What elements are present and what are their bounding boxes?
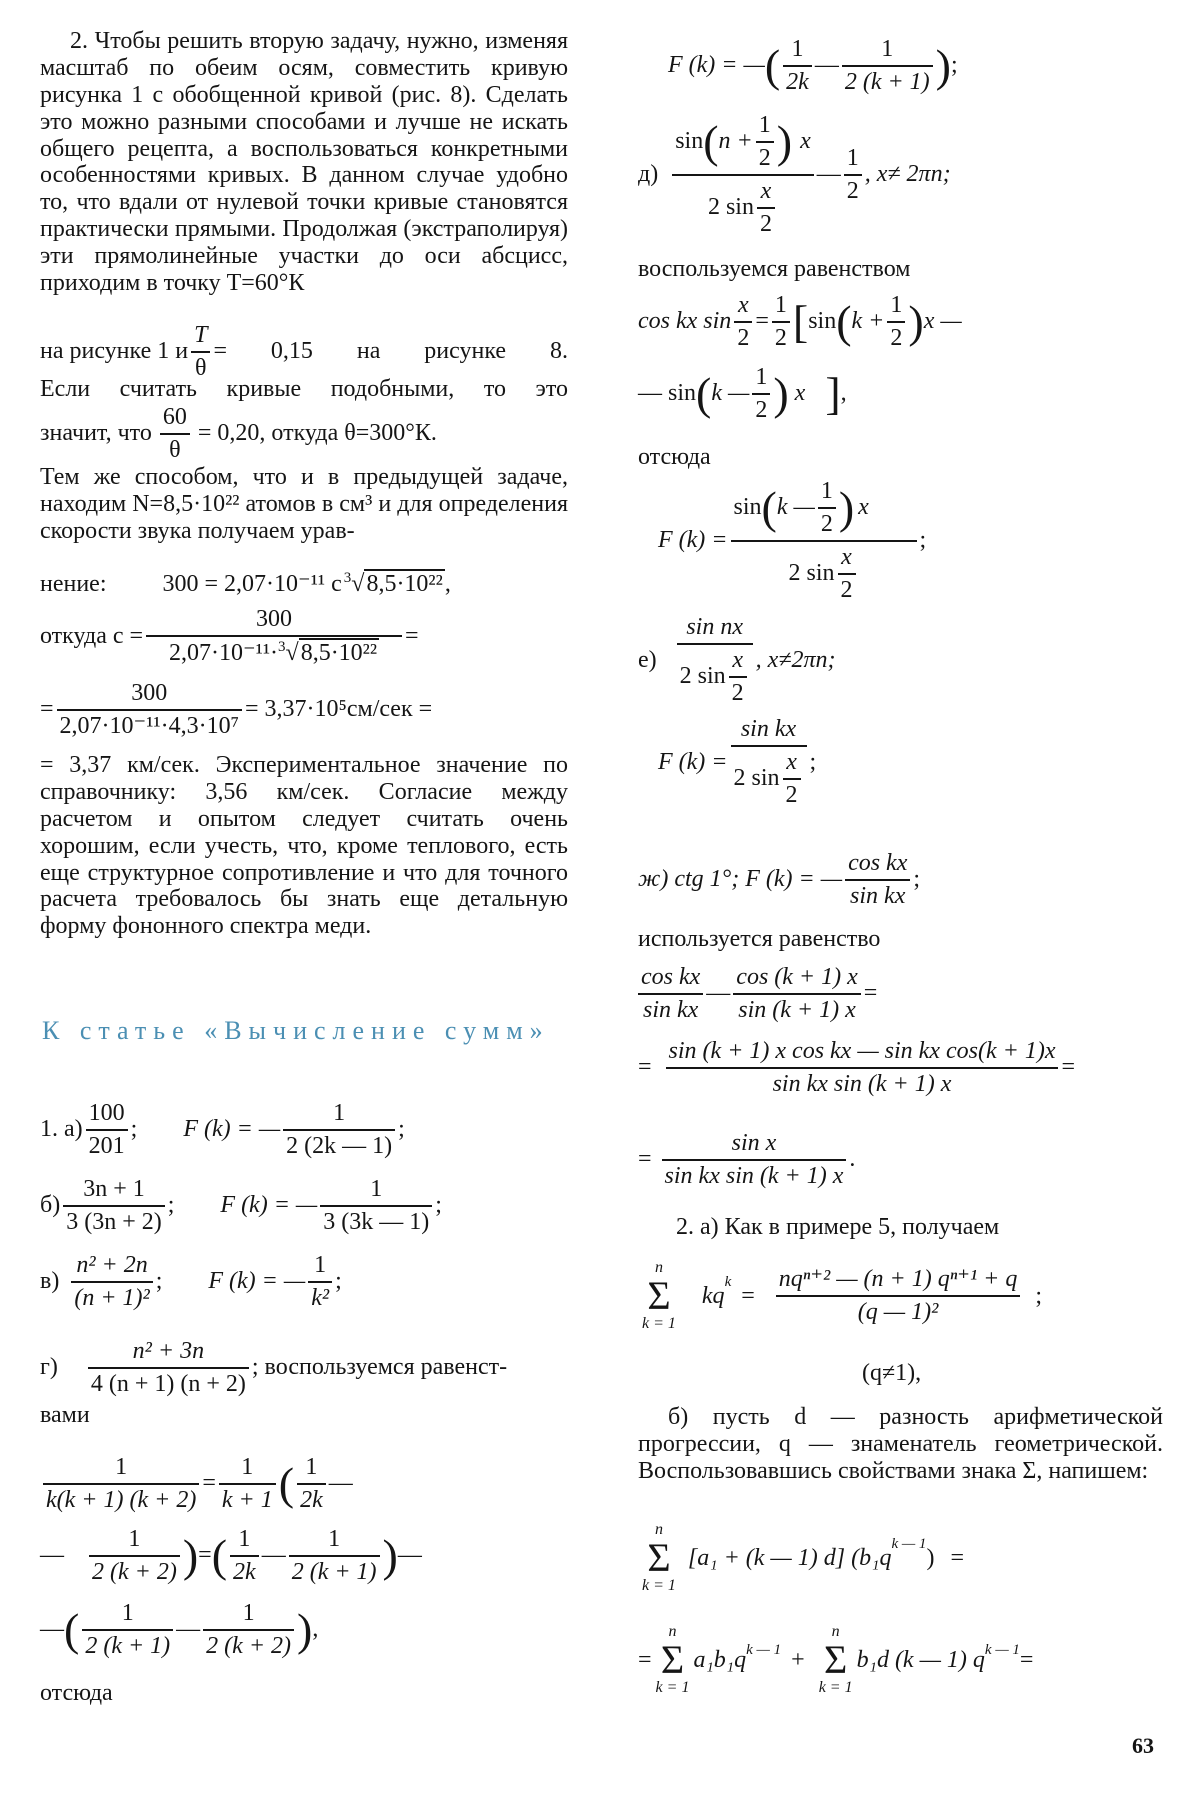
item-2b: б) пусть d — разность арифметической прогрессии, q — знаменатель геометрической. Воспользовавшись свойствами знака Σ, напишем: bbox=[638, 1404, 1163, 1484]
para1-text: 2. Чтобы решить вторую задачу, нужно, изменяя масштаб по обеим осям, совместить кривую рисунка 1 с обобщенной кривой (рис. 8). Сделать это можно разными способами и лучше не искать общего рецепта, а воспользоваться конкретными особенностями кривых. В данном случае удобно то, что вдали от нулевой точки кривые становятся практически прямыми. Продолжая (экстраполируя) эти прямолинейные участки до оси абсцисс, приходим в точку T=60°К bbox=[40, 28, 568, 296]
equation-cos2: — sin ( k — 1 2 ) x ] , bbox=[638, 364, 847, 423]
equation-sum3: = n Σ k = 1 a₁b₁q $^{k — 1}$ + n Σ k = 1 b₁d (k — 1) q $^{k — 1}$ = bbox=[638, 1623, 1034, 1696]
use-equality: воспользуемся равенством bbox=[638, 256, 911, 282]
item-1c: в) n² + 2n (n + 1)² ; F (k) = — 1 k² ; bbox=[40, 1252, 342, 1311]
sigma-sum: n Σ k = 1 bbox=[642, 1259, 676, 1332]
equation-F1: F (k) = — ( 1 2k — 1 2 (k + 1) ) ; bbox=[668, 36, 958, 95]
otsyuda-left: отсюда bbox=[40, 1680, 113, 1706]
fraction-60-theta: $\frac{60}{\theta}$ bbox=[160, 404, 190, 464]
item-e: е) sin nx 2 sin x 2 , x≠2πn; bbox=[638, 614, 836, 706]
otsyuda-right: отсюда bbox=[638, 444, 711, 470]
paragraph-atoms: Тем же способом, что и в предыдущей задаче, находим N=8,5·10²² атомов в см³ и для определения скорости звука получаем урав- bbox=[40, 464, 568, 544]
equation-g3: — ( 1 2 (k + 1) — 1 2 (k + 2) ) , bbox=[40, 1600, 319, 1659]
equation-zh2: cos kx sin kx — $\frac{\cos (k + 1) x}{\sin (k + 1) x}$ = bbox=[638, 964, 877, 1024]
paragraph-experiment: = 3,37 км/сек. Экспериментальное значение по справочнику: 3,56 км/сек. Согласие между расчетом и опытом следует считать очень хорошим, если учесть, что, кроме теплового, есть еще структурное сопротивление и что для точного расчета требовалось бы знать еще детальную форму фононного спектра меди. bbox=[40, 752, 568, 940]
item-1a: 1. а) 100 201 ; F (k) = — 1 2 (2k — 1) ; bbox=[40, 1100, 405, 1159]
equation-g1: $\frac{1}{k(k + 1) (k + 2)}$ = $\frac{1}{k + 1}$ ( 1 2k — bbox=[40, 1454, 353, 1514]
item-1b: б) 3n + 1 3 (3n + 2) ; F (k) = — 1 3 (3k — 1) ; bbox=[40, 1176, 442, 1235]
q-condition: (q≠1), bbox=[862, 1360, 922, 1386]
equation-sound: нение: 300 = 2,07·10⁻¹¹ c $^3$√8,5·10²², bbox=[40, 570, 451, 597]
equation-g2: — 1 2 (k + 2) ) = ( 1 2k — 1 2 (k + 1) ) — bbox=[40, 1526, 422, 1585]
used-equality: используется равенство bbox=[638, 926, 881, 952]
equation-F2: F (k) = sin ( k — 1 2 ) x 2 sin x 2 ; bbox=[658, 478, 927, 603]
equation-c: откуда c = $\frac{300}{2,07\cdot 10^{-11}\cdot^3√8,5\cdot 10^{22}}$ = bbox=[40, 606, 419, 666]
similar-line: Если считать кривые подобными, то это bbox=[40, 376, 568, 402]
item-zh: ж) ctg 1°; F (k) = — cos kx sin kx ; bbox=[638, 850, 921, 909]
equation-c-value: = $\frac{300}{\text{2,07·10⁻¹¹·4,3·10⁷}}$ = 3,37·10⁵см/сек = bbox=[40, 680, 433, 739]
theta-line: значит, что $\frac{60}{\theta}$ = 0,20, откуда θ=300°К. bbox=[40, 404, 437, 463]
equation-sum2: n Σ k = 1 [a₁ + (k — 1) d] (b₁q $^{k — 1}$ ) = bbox=[642, 1521, 964, 1594]
equation-cos1: cos kx sin $\frac{x}{2}$ = $\frac{1}{2}$ [ sin ( k + $\frac{1}{2}$ ) x — bbox=[638, 292, 962, 351]
equation-zh4: = $\frac{\text{sin x}}{\text{sin kx sin (k + 1) x}}$ . bbox=[638, 1130, 856, 1189]
page-number: 63 bbox=[1132, 1733, 1154, 1758]
item-1d: г) n² + 3n 4 (n + 1) (n + 2) ; воспользуемся равенст- bbox=[40, 1338, 508, 1397]
t-theta-line: на рисунке 1 и $\frac{T}{\theta}$ = 0,15 на рисунке 8. bbox=[40, 322, 568, 381]
section-heading: К статье «Вычисление сумм» bbox=[42, 1016, 550, 1045]
item-2a: 2. а) Как в примере 5, получаем bbox=[676, 1214, 1000, 1240]
equation-zh3: = $\frac{\text{sin (k + 1) x cos kx — sin kx cos(k + 1)x}}{\text{sin kx sin (k + 1) x}}$ = bbox=[638, 1038, 1076, 1097]
equation-F3: F (k) = sin kx 2 sin x 2 ; bbox=[658, 716, 817, 808]
item-1d-cont: вами bbox=[40, 1402, 90, 1428]
equation-sum1: n Σ k = 1 kq $^k$ = nqⁿ⁺² — (n + 1) qⁿ⁺¹ + q (q — 1)² ; bbox=[642, 1259, 1043, 1332]
item-d: д) sin ( n + $\frac{1}{2}$ ) x 2 sin x 2 — 1 2 , x≠ 2πn; bbox=[638, 112, 951, 237]
paragraph-problem-2 bbox=[40, 28, 568, 297]
fraction-t-theta: $\frac{T}{\theta}$ bbox=[191, 322, 210, 382]
